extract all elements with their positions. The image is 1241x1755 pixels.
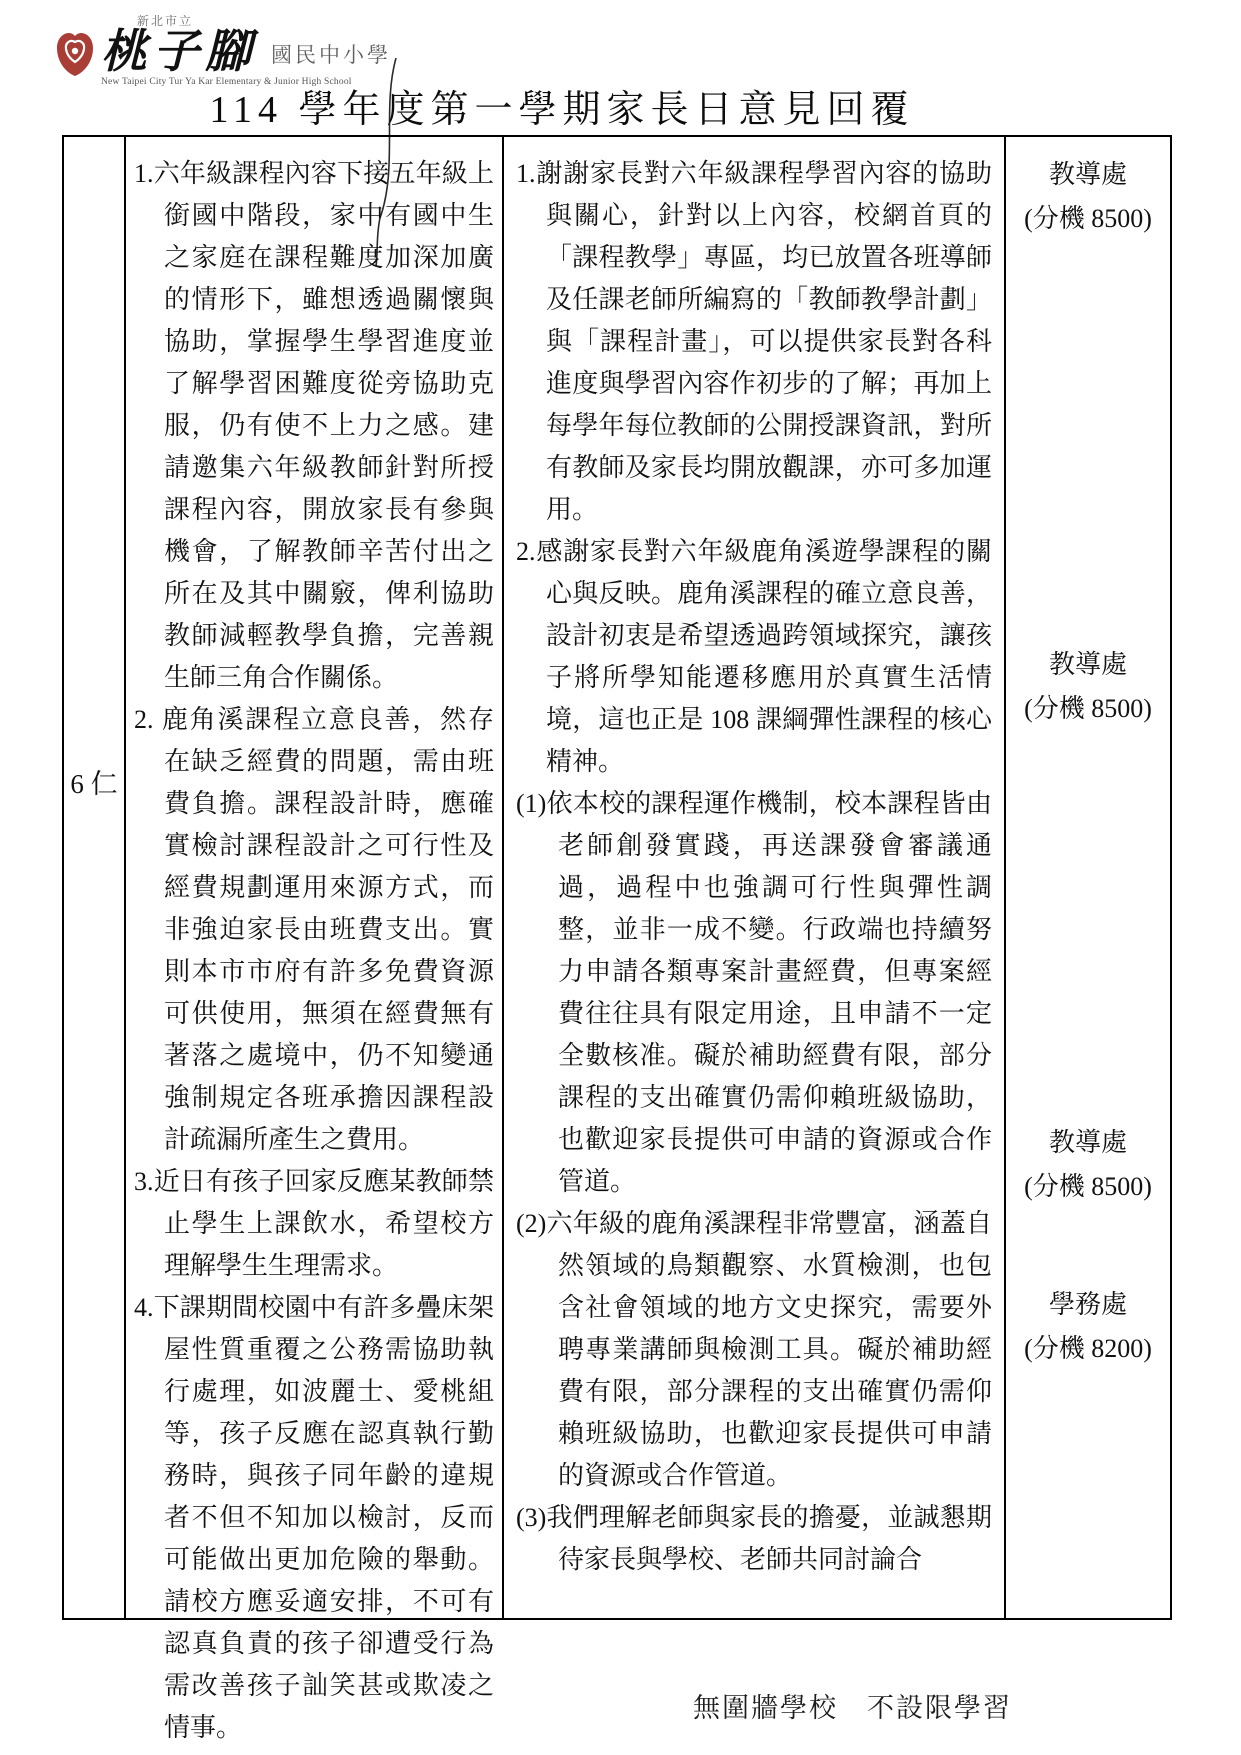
opinion-item: 4.下課期間校園中有許多疊床架屋性質重覆之公務需協助執行處理，如波麗士、愛桃組等，孩子反應在認真執行勤務時，與孩子同年齡的違規者不但不知加以檢討，反而可能做出更加危險的舉動。請校方應妥適安排，不可有認真負責的孩子卻遭受行為需改善孩子訕笑甚或欺凌之情事。 bbox=[134, 1293, 494, 1742]
department-entry bbox=[1006, 643, 1170, 731]
opinion-item: 2. 鹿角溪課程立意良善，然存在缺乏經費的問題，需由班費負擔。課程設計時，應確實檢討課程設計之可行性及經費規劃運用來源方式，而非強迫家長由班費支出。實則本市市府有許多免費資源可供使用，無須在經費無有著落之處境中，仍不知變通強制規定各班承擔因課程設計疏漏所產生之費用。 bbox=[134, 705, 494, 1154]
department-extension: (分機 8500) bbox=[1024, 694, 1152, 723]
department-name: 學務處 bbox=[1048, 1290, 1127, 1319]
department-extension: (分機 8500) bbox=[1024, 204, 1152, 233]
department-name: 教導處 bbox=[1048, 160, 1127, 189]
response-subitem: (2)六年級的鹿角溪課程非常豐富，涵蓋自然領域的鳥類觀察、水質檢測，也包含社會領域的地方文史探究，需要外聘專業講師與檢測工具。礙於補助經費有限，部分課程的支出確實仍需仰賴班級協助，也歡迎家長提供可申請的資源或合作管道。 bbox=[516, 1209, 992, 1490]
response-subitem: (3)我們理解老師與家長的擔憂，並誠懇期待家長與學校、老師共同討論合 bbox=[516, 1503, 992, 1574]
school-name-calligraphy: 桃子腳 bbox=[101, 26, 257, 77]
school-org-label: 新北市立 bbox=[137, 14, 194, 28]
page-title: 114 學年度第一學期家長日意見回覆 bbox=[209, 89, 915, 131]
opinion-item: 3.近日有孩子回家反應某教師禁止學生上課飲水，希望校方理解學生生理需求。 bbox=[134, 1167, 494, 1280]
department-name: 教導處 bbox=[1048, 1128, 1127, 1157]
school-name-english: New Taipei City Tur Ya Kar Elementary & Junior High School bbox=[101, 77, 352, 87]
school-name-suffix: 國民中小學 bbox=[271, 43, 391, 67]
school-seal-icon bbox=[55, 30, 95, 83]
school-logo-block bbox=[55, 12, 391, 87]
department-column bbox=[1006, 137, 1170, 1618]
response-item: 2.感謝家長對六年級鹿角溪遊學課程的關心與反映。鹿角溪課程的確立意良善，設計初衷是希望透過跨領域探究，讓孩子將所學知能遷移應用於真實生活情境，這也正是 108 課綱彈性課程的核心精神。 bbox=[516, 537, 992, 776]
department-entry bbox=[1006, 153, 1170, 241]
department-entry bbox=[1006, 1283, 1170, 1371]
parent-opinions-column bbox=[126, 137, 504, 1742]
department-name: 教導處 bbox=[1048, 650, 1127, 679]
class-column bbox=[64, 137, 126, 1618]
department-extension: (分機 8500) bbox=[1024, 1172, 1152, 1201]
school-motto: 無圍牆學校 不設限學習 bbox=[693, 1693, 1012, 1723]
opinion-item: 1.六年級課程內容下接五年級上銜國中階段，家中有國中生之家庭在課程難度加深加廣的情形下，雖想透過關懷與協助，掌握學生學習進度並了解學習困難度從旁協助克服，仍有使不上力之感。建請邀集六年級教師針對所授課程內容，開放家長有參與機會，了解教師辛苦付出之所在及其中關竅，俾利協助教師減輕教學負擔，完善親生師三角合作關係。 bbox=[134, 159, 494, 692]
class-name-label: 6 仁 bbox=[70, 769, 118, 799]
department-extension: (分機 8200) bbox=[1024, 1334, 1152, 1363]
school-responses-column bbox=[504, 137, 1006, 1618]
response-subitem: (1)依本校的課程運作機制，校本課程皆由老師創發實踐，再送課發會審議通過，過程中也強調可行性與彈性調整，並非一成不變。行政端也持續努力申請各類專案計畫經費，但專案經費往往具有限定用途，且申請不一定全數核准。礙於補助經費有限，部分課程的支出確實仍需仰賴班級協助，也歡迎家長提供可申請的資源或合作管道。 bbox=[516, 789, 992, 1196]
response-item: 1.謝謝家長對六年級課程學習內容的協助與關心，針對以上內容，校網首頁的「課程教學」專區，均已放置各班導師及任課老師所編寫的「教師教學計劃」與「課程計畫」，可以提供家長對各科進度與學習內容作初步的了解；再加上每學年每位教師的公開授課資訊，對所有教師及家長均開放觀課，亦可多加運用。 bbox=[516, 159, 992, 524]
department-entry bbox=[1006, 1121, 1170, 1209]
